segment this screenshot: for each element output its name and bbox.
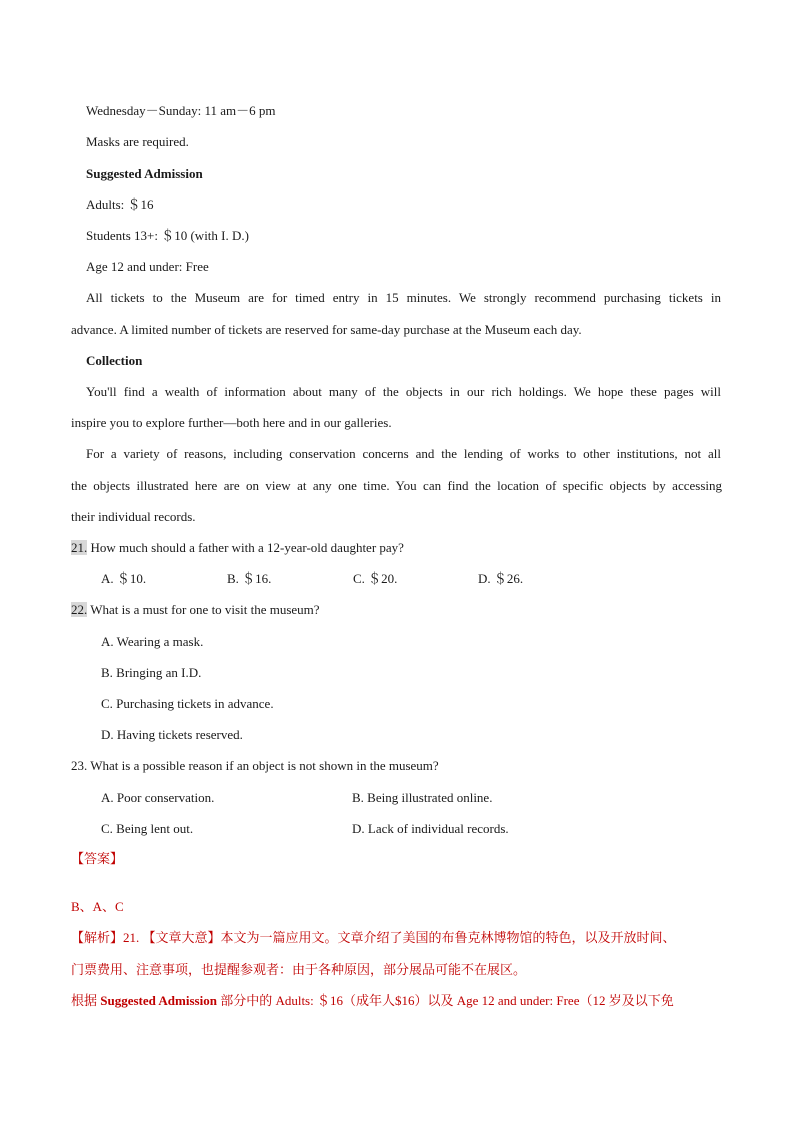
- analysis-line-2: 门票费用、注意事项，也提醒参观者：由于各种原因，部分展品可能不在展区。: [71, 962, 527, 977]
- option-21-a: A. ＄10.: [101, 571, 147, 586]
- opening-hours: Wednesday－Sunday: 11 am－6 pm: [86, 103, 276, 118]
- option-23-d: D. Lack of individual records.: [352, 821, 509, 836]
- collection-p2-line-1: For a variety of reasons, including conservation concerns and the lending of works to other institutions, not all: [86, 446, 721, 461]
- question-number: 23.: [71, 758, 88, 773]
- option-22-a: A. Wearing a mask.: [101, 634, 204, 649]
- collection-heading: Collection: [86, 353, 143, 368]
- admission-heading: Suggested Admission: [86, 166, 203, 181]
- answer-value: B、A、C: [71, 899, 124, 914]
- option-22-d: D. Having tickets reserved.: [101, 727, 243, 742]
- analysis-line-3: [71, 993, 674, 1009]
- masks-notice: Masks are required.: [86, 134, 189, 149]
- admission-children: Age 12 and under: Free: [86, 259, 209, 274]
- question-23: [71, 758, 439, 774]
- option-21-b: B. ＄16.: [227, 571, 272, 586]
- option-22-c: C. Purchasing tickets in advance.: [101, 696, 274, 711]
- option-23-c: C. Being lent out.: [101, 821, 194, 836]
- question-text: What is a must for one to visit the museum?: [90, 602, 320, 617]
- tickets-line-2: advance. A limited number of tickets are reserved for same-day purchase at the Museum each day.: [71, 322, 582, 337]
- question-text: What is a possible reason if an object is not shown in the museum?: [90, 758, 439, 773]
- option-23-a: A. Poor conservation.: [101, 790, 215, 805]
- answer-heading: 【答案】: [71, 851, 124, 866]
- admission-adults: Adults: ＄16: [86, 197, 154, 212]
- question-text: How much should a father with a 12-year-old daughter pay?: [90, 540, 404, 555]
- analysis-keyword: Suggested Admission: [100, 993, 217, 1008]
- collection-p1-line-2: inspire you to explore further—both here and in our galleries.: [71, 415, 392, 430]
- option-21-d: D. ＄26.: [478, 571, 524, 586]
- analysis-line-1: 【解析】21. 【文章大意】本文为一篇应用文。文章介绍了美国的布鲁克林博物馆的特色，以及开放时间、: [71, 930, 676, 945]
- option-22-b: B. Bringing an I.D.: [101, 665, 202, 680]
- collection-p2-line-2: the objects illustrated here are on view at any one time. You can find the location of specific objects by accessing: [71, 478, 722, 493]
- collection-p2-line-3: their individual records.: [71, 509, 196, 524]
- question-number: 21.: [71, 540, 88, 555]
- analysis-prefix: 根据: [71, 993, 101, 1008]
- option-21-c: C. ＄20.: [353, 571, 398, 586]
- option-23-b: B. Being illustrated online.: [352, 790, 493, 805]
- question-number: 22.: [71, 602, 88, 617]
- analysis-rest: 部分中的 Adults: ＄16（成年人$16）以及 Age 12 and under: Free（12 岁及以下免: [216, 993, 674, 1008]
- tickets-line-1: All tickets to the Museum are for timed entry in 15 minutes. We strongly recommend purchasing tickets in: [86, 290, 721, 305]
- question-21: [71, 540, 404, 556]
- question-22: [71, 602, 320, 618]
- admission-students: Students 13+: ＄10 (with I. D.): [86, 228, 249, 243]
- collection-p1-line-1: You'll find a wealth of information about many of the objects in our rich holdings. We hope these pages will: [86, 384, 721, 399]
